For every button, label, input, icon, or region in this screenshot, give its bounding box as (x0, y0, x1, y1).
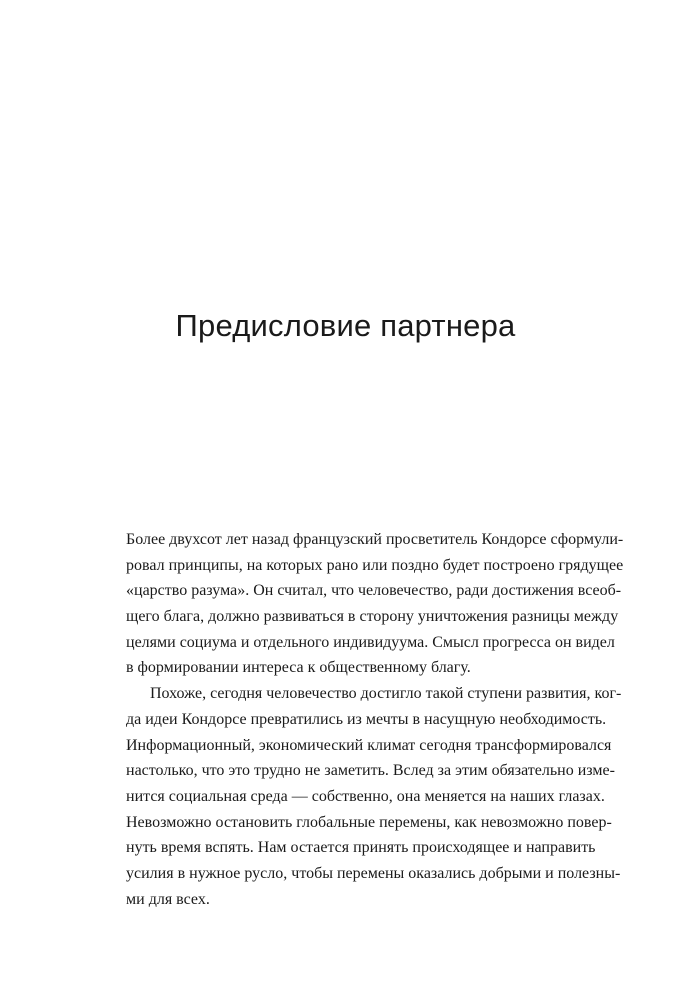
text-line: в формировании интереса к общественному благу. (126, 659, 471, 677)
text-line: целями социума и отдельного индивидуума. Смысл прогресса он видел (126, 633, 615, 651)
text-line: нуть время вспять. Нам остается принять происходящее и направить (126, 839, 596, 857)
text-line: ровал принципы, на которых рано или поздно будет построено грядущее (126, 556, 624, 574)
text-line: щего блага, должно развиваться в сторону уничтожения разницы между (126, 608, 619, 626)
text-line: Информационный, экономический климат сегодня трансформировался (126, 736, 612, 754)
text-line: «царство разума». Он считал, что человечество, ради достижения всеоб- (126, 582, 622, 600)
text-line: настолько, что это трудно не заметить. Вслед за этим обязательно изме- (126, 762, 615, 780)
text-line: нится социальная среда — собственно, она меняется на наших глазах. (126, 787, 605, 805)
paragraph-2 (126, 681, 622, 912)
paragraph-1 (126, 527, 624, 681)
text-line: Похоже, сегодня человечество достигло такой ступени развития, ког- (150, 685, 622, 703)
text-line: да идеи Кондорсе превратились из мечты в насущную необходимость. (126, 710, 607, 728)
body-text (126, 527, 624, 912)
text-line: ми для всех. (126, 890, 210, 908)
page-title: Предисловие партнера (175, 308, 516, 343)
text-line: усилия в нужное русло, чтобы перемены оказались добрыми и полезны- (126, 864, 621, 882)
text-line: Невозможно остановить глобальные перемены, как невозможно повер- (126, 813, 612, 831)
text-line: Более двухсот лет назад французский просветитель Кондорсе сформули- (126, 531, 624, 548)
